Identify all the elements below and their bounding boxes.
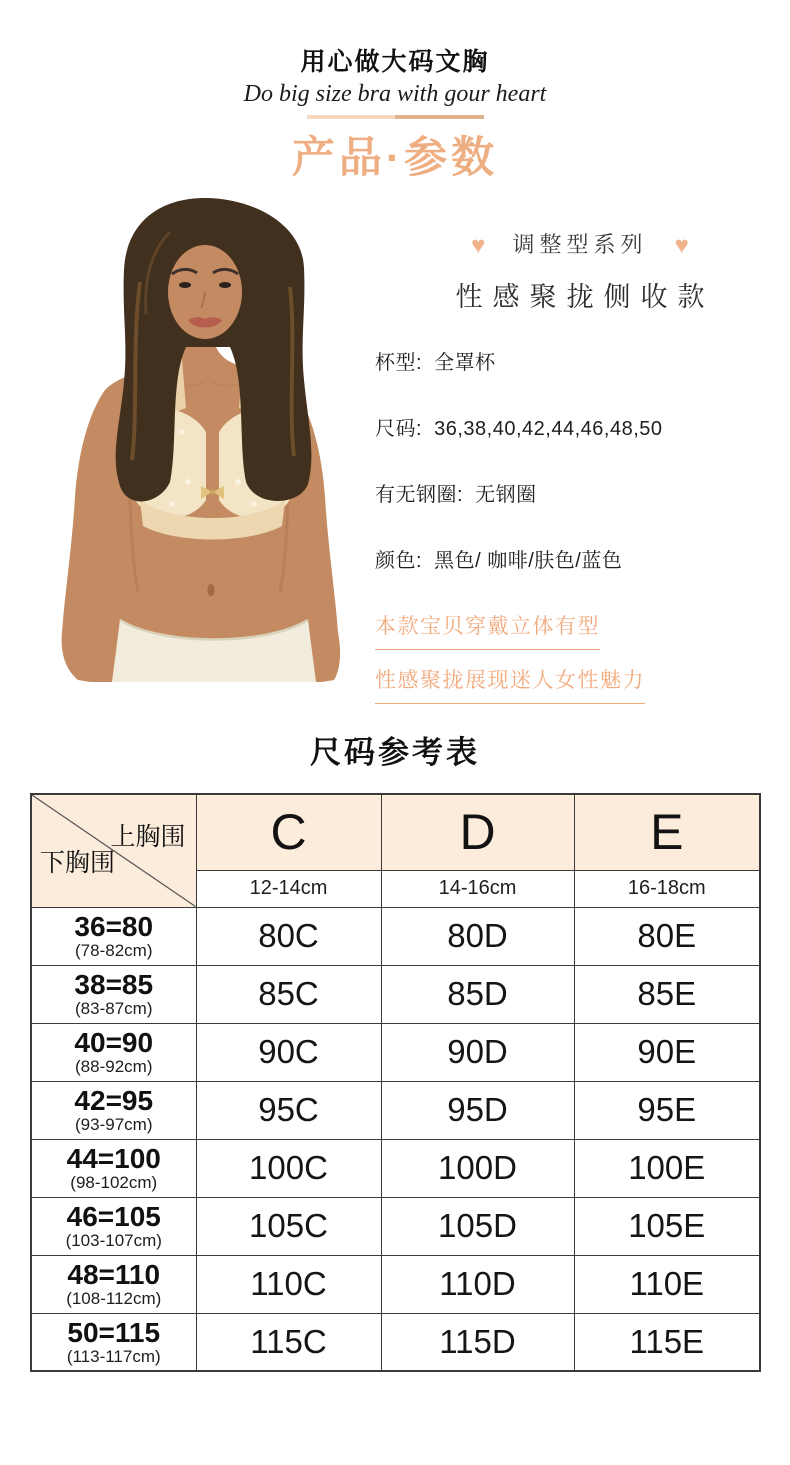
highlight-line: 本款宝贝穿戴立体有型	[375, 610, 600, 650]
size-range: (88-92cm)	[75, 1057, 153, 1077]
cup-size-cell: 115E	[574, 1313, 760, 1371]
cup-size-cell: 110D	[381, 1255, 574, 1313]
cup-size-cell: 90C	[196, 1023, 381, 1081]
cup-size-cell: 110C	[196, 1255, 381, 1313]
size-cell	[31, 1255, 196, 1313]
size-cell	[31, 965, 196, 1023]
highlight-line: 性感聚拢展现迷人女性魅力	[375, 664, 645, 704]
model-illustration	[20, 192, 380, 682]
spec-label: 颜色:	[375, 550, 423, 572]
table-row	[31, 1313, 760, 1371]
size-label: 48=110	[67, 1258, 161, 1290]
page-title: 用心做大码文胸	[300, 48, 490, 76]
cup-size-cell: 85D	[381, 965, 574, 1023]
divider-right-segment	[395, 115, 484, 119]
cup-size-cell: 95C	[196, 1081, 381, 1139]
spec-value: 黑色/ 咖啡/肤色/蓝色	[434, 550, 623, 572]
spec-cup-type	[375, 346, 785, 375]
size-range: (83-87cm)	[75, 999, 153, 1019]
table-row	[31, 1023, 760, 1081]
size-label: 38=85	[74, 968, 154, 1000]
highlight-list	[375, 610, 785, 704]
size-label: 40=90	[74, 1026, 154, 1058]
size-reference-table	[30, 793, 761, 1372]
divider	[307, 115, 484, 119]
size-range: (108-112cm)	[66, 1289, 162, 1309]
size-label: 36=80	[74, 910, 154, 942]
table-row	[31, 1139, 760, 1197]
corner-label-under-bust: 下胸围	[40, 848, 116, 877]
cup-size-cell: 105E	[574, 1197, 760, 1255]
cup-column-header: D	[381, 794, 574, 870]
size-label: 42=95	[74, 1084, 154, 1116]
size-range: (78-82cm)	[75, 941, 153, 961]
table-row	[31, 1197, 760, 1255]
cup-size-cell: 85E	[574, 965, 760, 1023]
cup-size-cell: 100D	[381, 1139, 574, 1197]
cup-size-cell: 90E	[574, 1023, 760, 1081]
cup-size-cell: 85C	[196, 965, 381, 1023]
size-range: (103-107cm)	[65, 1231, 162, 1251]
navel	[208, 584, 215, 596]
size-range: (98-102cm)	[70, 1173, 158, 1193]
section-title: 产品·参数	[291, 134, 499, 182]
cup-size-cell: 115D	[381, 1313, 574, 1371]
cup-column-header: E	[574, 794, 760, 870]
spec-value: 全罩杯	[434, 352, 496, 374]
cup-size-cell: 105D	[381, 1197, 574, 1255]
spec-colors	[375, 544, 785, 573]
size-label: 44=100	[66, 1142, 161, 1174]
size-label: 46=105	[66, 1200, 161, 1232]
spec-value: 无钢圈	[475, 484, 537, 506]
series-line	[375, 228, 785, 260]
size-range: (113-117cm)	[66, 1347, 161, 1367]
size-table-title: 尺码参考表	[310, 735, 480, 770]
cup-size-cell: 100E	[574, 1139, 760, 1197]
spec-underwire	[375, 478, 785, 507]
divider-left-segment	[307, 115, 396, 119]
size-cell	[31, 1313, 196, 1371]
heart-icon: ♥	[674, 232, 689, 259]
size-range: (93-97cm)	[75, 1115, 153, 1135]
spec-label: 有无钢圈:	[375, 484, 464, 506]
size-cell	[31, 1197, 196, 1255]
heart-icon: ♥	[471, 232, 486, 259]
cup-size-cell: 80D	[381, 907, 574, 965]
cup-column-header: C	[196, 794, 381, 870]
size-cell	[31, 1139, 196, 1197]
size-label: 50=115	[67, 1316, 161, 1348]
page-header	[0, 0, 790, 185]
spec-value: 36,38,40,42,44,46,48,50	[434, 418, 663, 440]
size-cell	[31, 907, 196, 965]
size-cell	[31, 1081, 196, 1139]
cup-range: 12-14cm	[196, 870, 381, 907]
table-row	[31, 1081, 760, 1139]
product-details	[375, 228, 785, 718]
spec-list	[375, 346, 785, 573]
product-photo	[20, 192, 380, 682]
table-header-row	[31, 794, 760, 870]
cup-size-cell: 95E	[574, 1081, 760, 1139]
cup-size-cell: 90D	[381, 1023, 574, 1081]
cup-size-cell: 105C	[196, 1197, 381, 1255]
corner-cell	[31, 794, 196, 907]
cup-size-cell: 100C	[196, 1139, 381, 1197]
corner-label-upper-bust: 上胸围	[110, 823, 186, 851]
table-row	[31, 907, 760, 965]
cup-range: 16-18cm	[574, 870, 760, 907]
table-row	[31, 1255, 760, 1313]
cup-size-cell: 115C	[196, 1313, 381, 1371]
cup-size-cell: 110E	[574, 1255, 760, 1313]
table-row	[31, 965, 760, 1023]
series-title: 调整型系列	[512, 232, 648, 257]
cup-size-cell: 80C	[196, 907, 381, 965]
cup-size-cell: 95D	[381, 1081, 574, 1139]
cup-size-cell: 80E	[574, 907, 760, 965]
cup-range: 14-16cm	[381, 870, 574, 907]
spec-label: 尺码:	[375, 418, 423, 440]
size-cell	[31, 1023, 196, 1081]
page-subtitle-en: Do big size bra with gour heart	[243, 81, 547, 107]
spec-label: 杯型:	[375, 352, 423, 374]
hair-highlight-right	[290, 287, 294, 456]
series-subtitle: 性感聚拢侧收款	[455, 282, 715, 312]
spec-sizes	[375, 412, 785, 441]
